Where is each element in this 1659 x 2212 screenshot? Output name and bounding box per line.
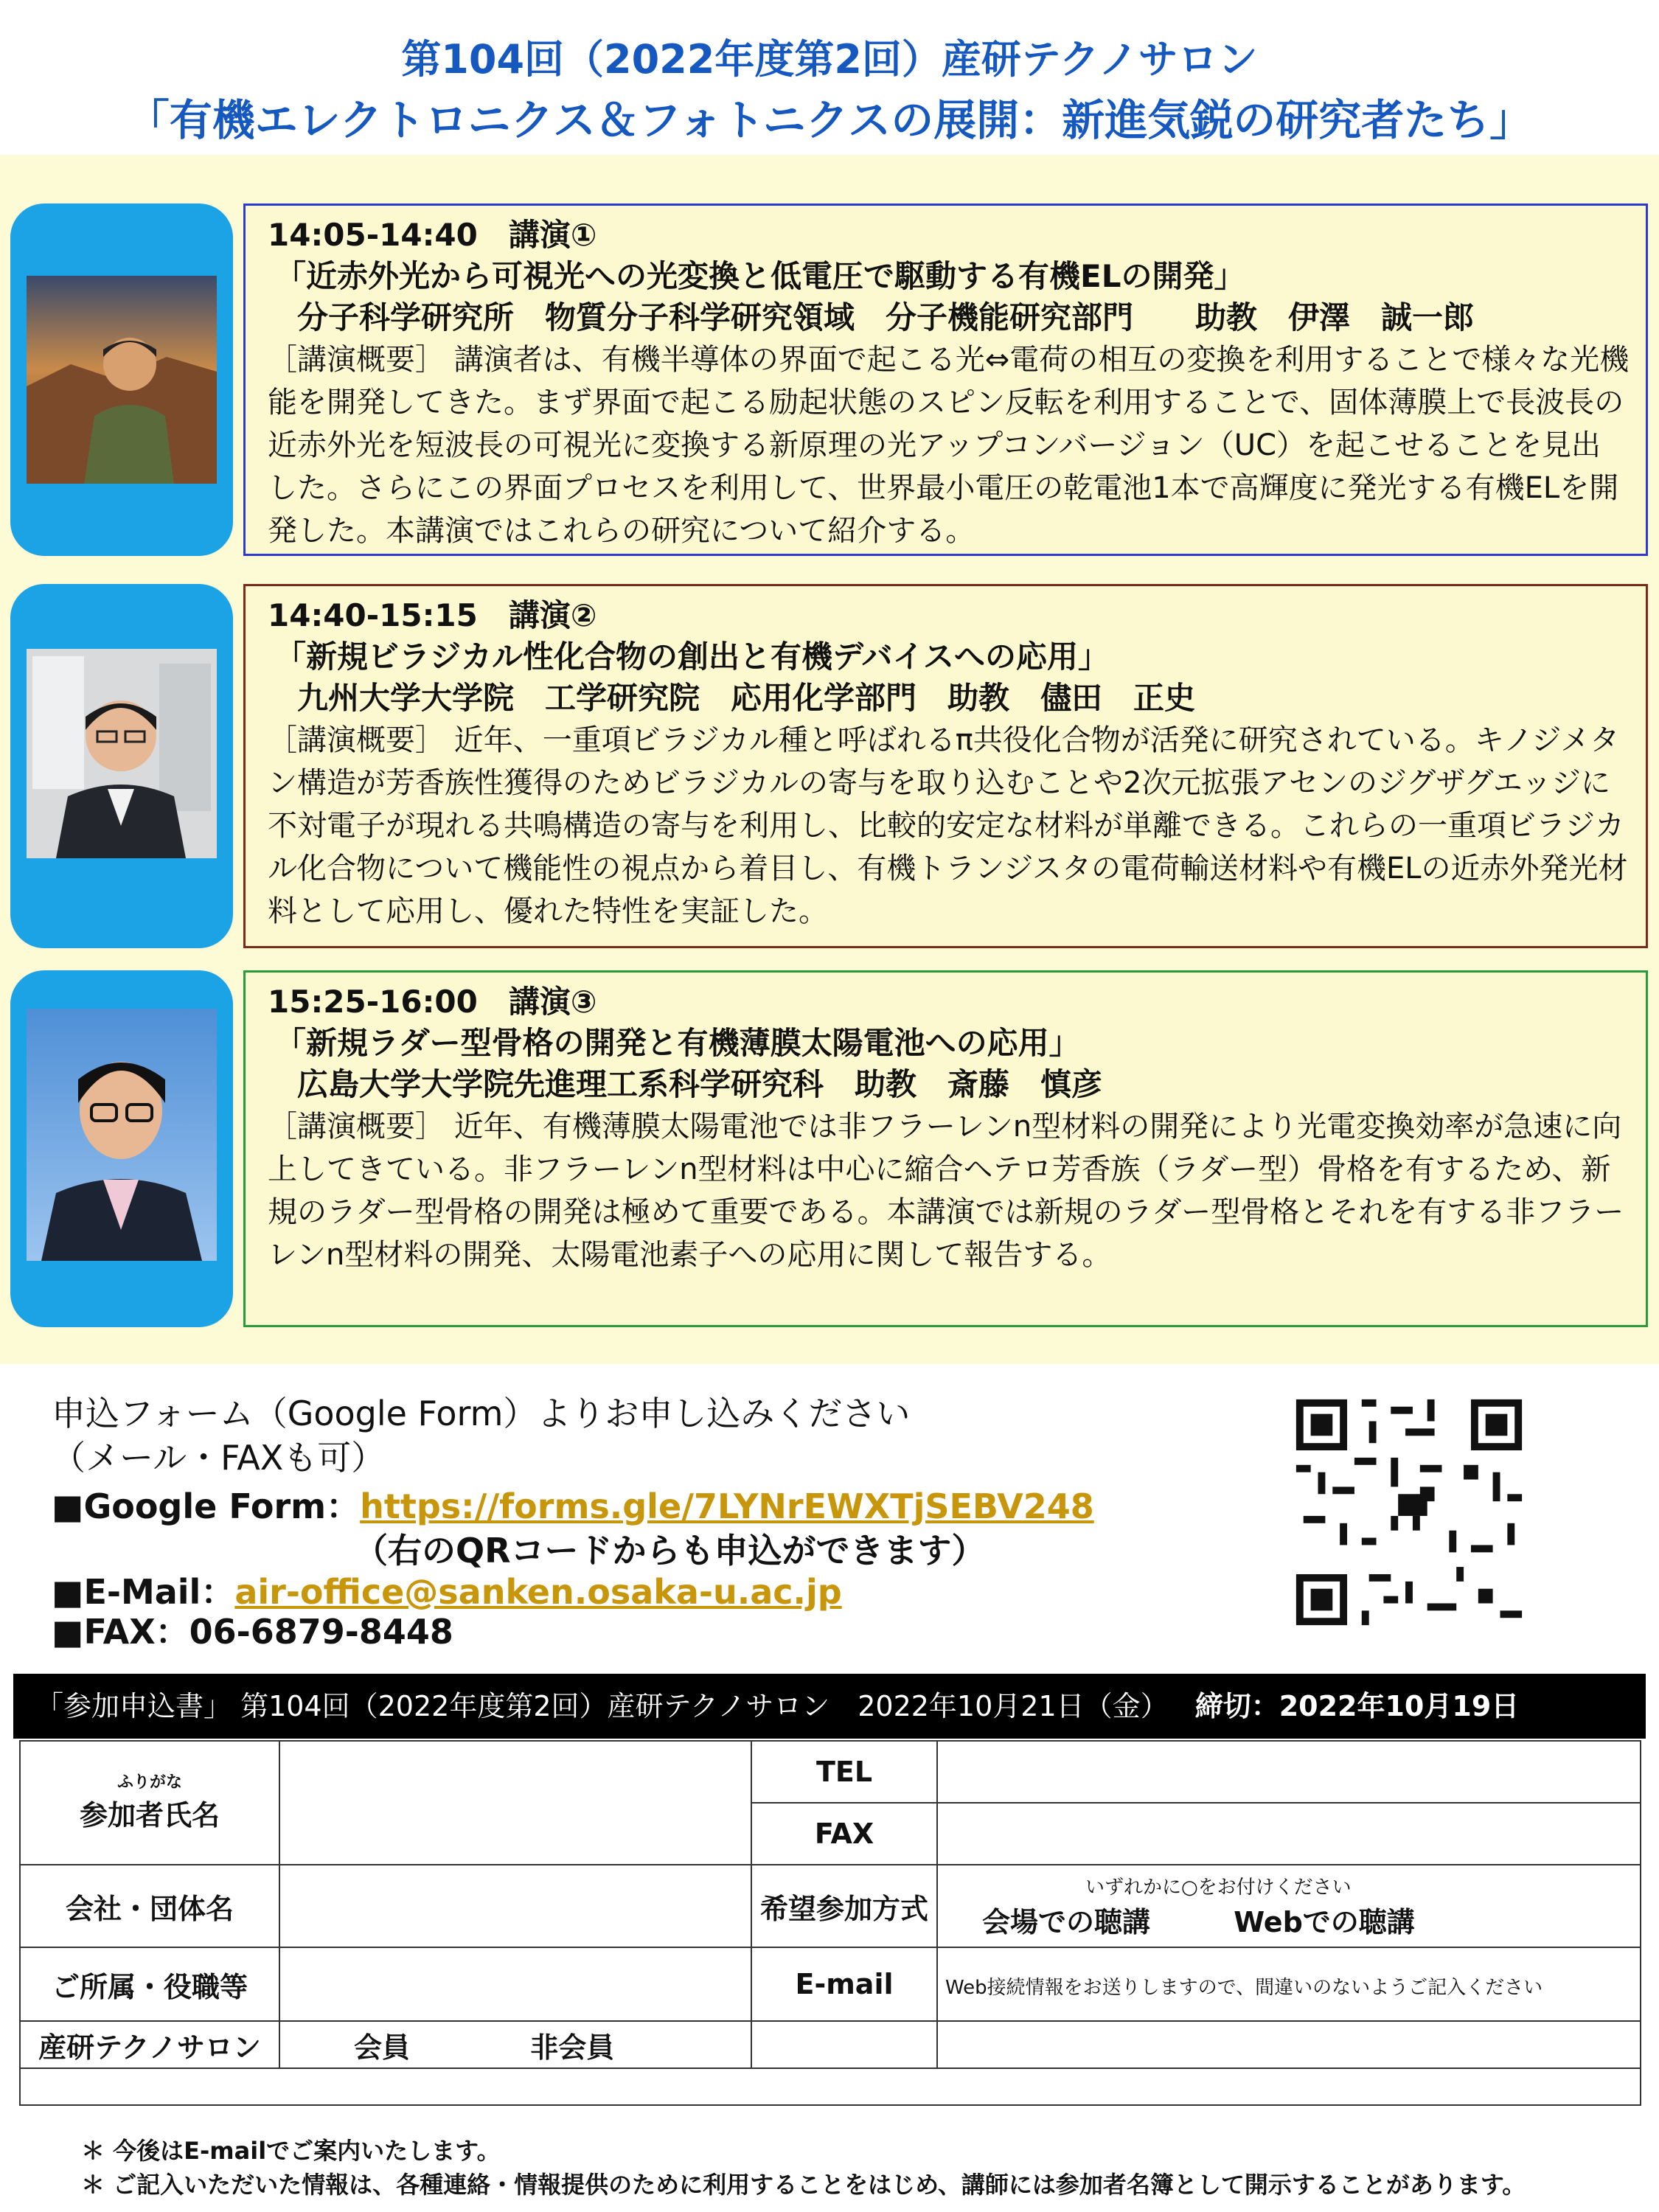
method-hint: いずれかに○をお付けください bbox=[1085, 1877, 1352, 1899]
fax-field[interactable] bbox=[937, 1803, 1641, 1865]
speaker3-photo bbox=[27, 1009, 217, 1261]
membership-field[interactable] bbox=[279, 2021, 751, 2068]
application-form bbox=[19, 1740, 1641, 2106]
blank-cell bbox=[751, 2021, 937, 2068]
note-privacy: ＊ ご記入いただいた情報は、各種連絡・情報提供のために利用することをはじめ、講師には参加者名簿として開示することがあります。 bbox=[81, 2171, 1526, 2199]
member-option[interactable]: 会員 bbox=[354, 2031, 411, 2064]
email-link[interactable]: air-office@sanken.osaka-u.ac.jp bbox=[234, 1572, 842, 1612]
nonmember-option[interactable]: 非会員 bbox=[530, 2031, 615, 2064]
speaker2-photo bbox=[27, 649, 217, 858]
lecture2-box bbox=[243, 584, 1648, 948]
name-field[interactable] bbox=[279, 1741, 751, 1865]
dept-label: ご所属・役職等 bbox=[20, 1947, 279, 2021]
name-label: 参加者氏名 bbox=[79, 1798, 220, 1832]
speaker2-photo-frame bbox=[10, 584, 233, 948]
email-hint: Web接続情報をお送りしますので、間違いのないようご記入ください bbox=[945, 1977, 1543, 1999]
blank-row bbox=[20, 2068, 1641, 2105]
lecture3-time: 15:25-16:00 講演③ bbox=[268, 984, 597, 1020]
email-field-label: E-mail bbox=[751, 1947, 937, 2021]
email-field[interactable] bbox=[937, 1947, 1641, 2021]
dept-field[interactable] bbox=[279, 1947, 751, 2021]
form-header bbox=[13, 1674, 1646, 1739]
salon-label: 産研テクノサロン bbox=[20, 2021, 279, 2068]
google-form-label: ■Google Form： bbox=[52, 1486, 361, 1526]
registration-alternatives: （メール・FAXも可） bbox=[52, 1438, 386, 1478]
lecture2-abstract: ［講演概要］ 近年、一重項ビラジカル種と呼ばれるπ共役化合物が活発に研究されている。キノジメタン構造が芳香族性獲得のためビラジカルの寄与を取り込むことや2次元拡張アセンのジグザグエッジに不対電子が現れる共鳴構造の寄与を利用し、比較的安定な材料が単離できる。これらの一重項ビラジカル化合物について機能性の視点から着目し、有機トランジスタの電荷輸送材料や有機ELの近赤外発光材料として応用し、優れた特性を実証した。 bbox=[268, 723, 1628, 928]
lecture2-speaker: 九州大学大学院 工学研究院 応用化学部門 助教 儘田 正史 bbox=[297, 680, 1196, 716]
lecture1-box bbox=[243, 204, 1648, 556]
lecture1-abstract: ［講演概要］ 講演者は、有機半導体の界面で起こる光⇔電荷の相互の変換を利用することで様々な光機能を開発してきた。まず界面で起こる励起状態のスピン反転を利用することで、固体薄膜上で長波長の近赤外光を短波長の可視光に変換する新原理の光アップコンバージョン（UC）を起こせることを見出した。さらにこの界面プロセスを利用して、世界最小電圧の乾電池1本で高輝度に発光する有機ELを開発した。本講演ではこれらの研究について紹介する。 bbox=[268, 343, 1630, 548]
qr-note: （右のQRコードからも申込ができます） bbox=[354, 1531, 986, 1571]
form-header-title: 「参加申込書」 第104回（2022年度第2回）産研テクノサロン 2022年10月21日（金） bbox=[35, 1690, 1169, 1722]
speaker1-photo-frame bbox=[10, 204, 233, 556]
lecture2-title: 「新規ビラジカル性化合物の創出と有機デバイスへの応用」 bbox=[275, 639, 1110, 675]
name-label-cell bbox=[20, 1741, 279, 1865]
qr-code[interactable] bbox=[1289, 1392, 1529, 1632]
speaker1-photo bbox=[27, 276, 217, 484]
lecture1-speaker: 分子科学研究所 物質分子科学研究領域 分子機能研究部門 助教 伊澤 誠一郎 bbox=[297, 299, 1475, 335]
blank-cell bbox=[937, 2021, 1641, 2068]
company-field[interactable] bbox=[279, 1865, 751, 1947]
company-label: 会社・団体名 bbox=[20, 1865, 279, 1947]
lecture1-title: 「近赤外光から可視光への光変換と低電圧で駆動する有機ELの開発」 bbox=[275, 258, 1245, 294]
method-web-option[interactable]: Webでの聴講 bbox=[1234, 1906, 1415, 1938]
lecture3-box bbox=[243, 970, 1648, 1327]
fax-label: FAX bbox=[751, 1803, 937, 1865]
speaker3-photo-frame bbox=[10, 970, 233, 1327]
event-title: 第104回（2022年度第2回）産研テクノサロン bbox=[401, 36, 1258, 83]
lecture3-speaker: 広島大学大学院先進理工系科学研究科 助教 斎藤 慎彦 bbox=[297, 1066, 1103, 1102]
method-label: 希望参加方式 bbox=[751, 1865, 937, 1947]
lecture2-time: 14:40-15:15 講演② bbox=[268, 597, 597, 633]
lecture3-abstract: ［講演概要］ 近年、有機薄膜太陽電池では非フラーレンn型材料の開発により光電変換効率が急速に向上してきている。非フラーレンn型材料は中心に縮合ヘテロ芳香族（ラダー型）骨格を有するため、新規のラダー型骨格の開発は極めて重要である。本講演では新規のラダー型骨格とそれを有する非フラーレンn型材料の開発、太陽電池素子への応用に関して報告する。 bbox=[268, 1110, 1624, 1272]
lecture3-title: 「新規ラダー型骨格の開発と有機薄膜太陽電池への応用」 bbox=[275, 1025, 1080, 1061]
registration-instruction: 申込フォーム（Google Form）よりお申し込みください bbox=[52, 1394, 911, 1433]
furigana-label: ふりがな bbox=[116, 1773, 182, 1792]
method-onsite-option[interactable]: 会場での聴講 bbox=[982, 1906, 1151, 1938]
email-line bbox=[52, 1571, 842, 1613]
email-label: ■E-Mail： bbox=[52, 1572, 235, 1612]
google-form-line bbox=[52, 1485, 1094, 1528]
method-field[interactable] bbox=[937, 1865, 1641, 1947]
form-deadline: 締切：2022年10月19日 bbox=[1194, 1690, 1520, 1722]
tel-field[interactable] bbox=[937, 1741, 1641, 1803]
lecture1-time: 14:05-14:40 講演① bbox=[268, 217, 597, 253]
note-email: ＊ 今後はE-mailでご案内いたします。 bbox=[81, 2137, 501, 2165]
tel-label: TEL bbox=[751, 1741, 937, 1803]
fax-line: ■FAX：06-6879-8448 bbox=[52, 1612, 453, 1652]
google-form-link[interactable]: https://forms.gle/7LYNrEWXTjSEBV248 bbox=[360, 1486, 1094, 1526]
event-subtitle: 「有機エレクトロニクス＆フォトニクスの展開：新進気鋭の研究者たち」 bbox=[126, 95, 1533, 145]
